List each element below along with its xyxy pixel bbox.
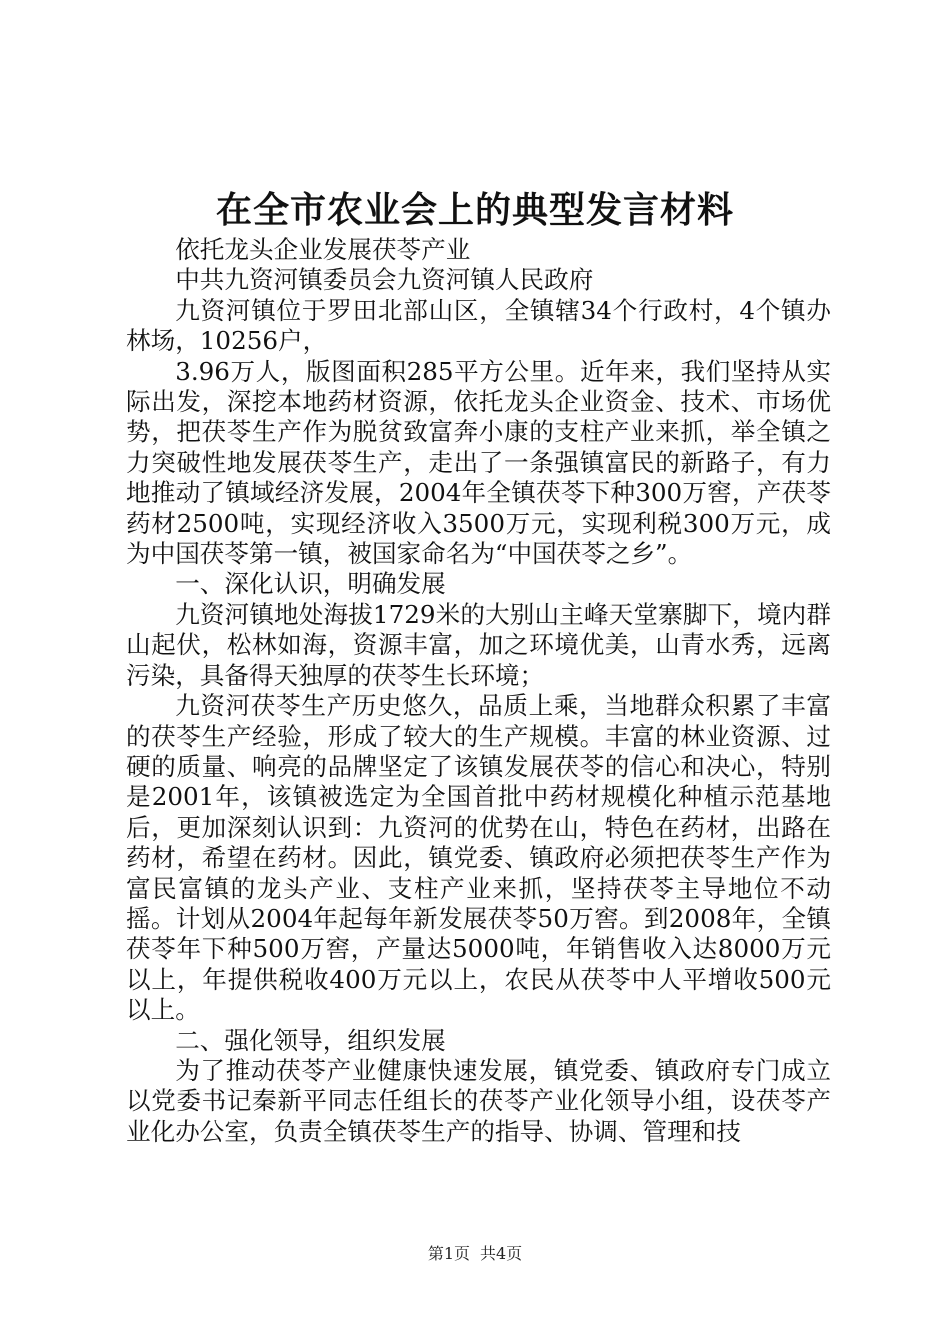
paragraph: 为了推动茯苓产业健康快速发展，镇党委、镇政府专门成立以党委书记秦新平同志任组长的茯苓产业化领导小组，设茯苓产业化办公室，负责全镇茯苓生产的指导、协调、管理和技 bbox=[126, 1055, 831, 1146]
document-title: 在全市农业会上的典型发言材料 bbox=[215, 189, 734, 231]
paragraph: 九资河镇位于罗田北部山区，全镇辖34个行政村，4个镇办林场，10256户， bbox=[126, 295, 831, 356]
page-total: 共4页 bbox=[480, 1244, 523, 1263]
document-body bbox=[126, 235, 831, 1147]
section-heading: 二、强化领导，组织发展 bbox=[175, 1025, 446, 1055]
paragraph-author: 中共九资河镇委员会九资河镇人民政府 bbox=[175, 265, 594, 295]
paragraph: 九资河镇地处海拔1729米的大别山主峰天堂寨脚下，境内群山起伏，松林如海，资源丰富，加之环境优美，山青水秀，远离污染，具备得天独厚的茯苓生长环境； bbox=[126, 599, 831, 690]
paragraph-subtitle: 依托龙头企业发展茯苓产业 bbox=[175, 235, 471, 264]
paragraph: 3.96万人，版图面积285平方公里。近年来，我们坚持从实际出发，深挖本地药材资源，依托龙头企业资金、技术、市场优势，把茯苓生产作为脱贫致富奔小康的支柱产业来抓，举全镇之力突破性地发展茯苓生产，走出了一条强镇富民的新路子，有力地推动了镇域经济发展，2004年全镇茯苓下种300万窖，产茯苓药材2500吨，实现经济收入3500万元，实现利税300万元，成为中国茯苓第一镇，被国家命名为“中国茯苓之乡”。 bbox=[126, 356, 831, 569]
paragraph: 九资河茯苓生产历史悠久，品质上乘，当地群众积累了丰富的茯苓生产经验，形成了较大的生产规模。丰富的林业资源、过硬的质量、响亮的品牌坚定了该镇发展茯苓的信心和决心，特别是2001年，该镇被选定为全国首批中药材规模化种植示范基地后，更加深刻认识到：九资河的优势在山，特色在药材，出路在药材，希望在药材。因此，镇党委、镇政府必须把茯苓生产作为富民富镇的龙头产业、支柱产业来抓，坚持茯苓主导地位不动摇。计划从2004年起每年新发展茯苓50万窖。到2008年，全镇茯苓年下种500万窖，产量达5000吨，年销售收入达8000万元以上，年提供税收400万元以上，农民从茯苓中人平增收500元以上。 bbox=[126, 691, 831, 1025]
section-heading: 一、深化认识，明确发展 bbox=[175, 569, 446, 599]
page-number: 第1页 bbox=[427, 1244, 470, 1263]
page-footer bbox=[0, 1243, 950, 1265]
